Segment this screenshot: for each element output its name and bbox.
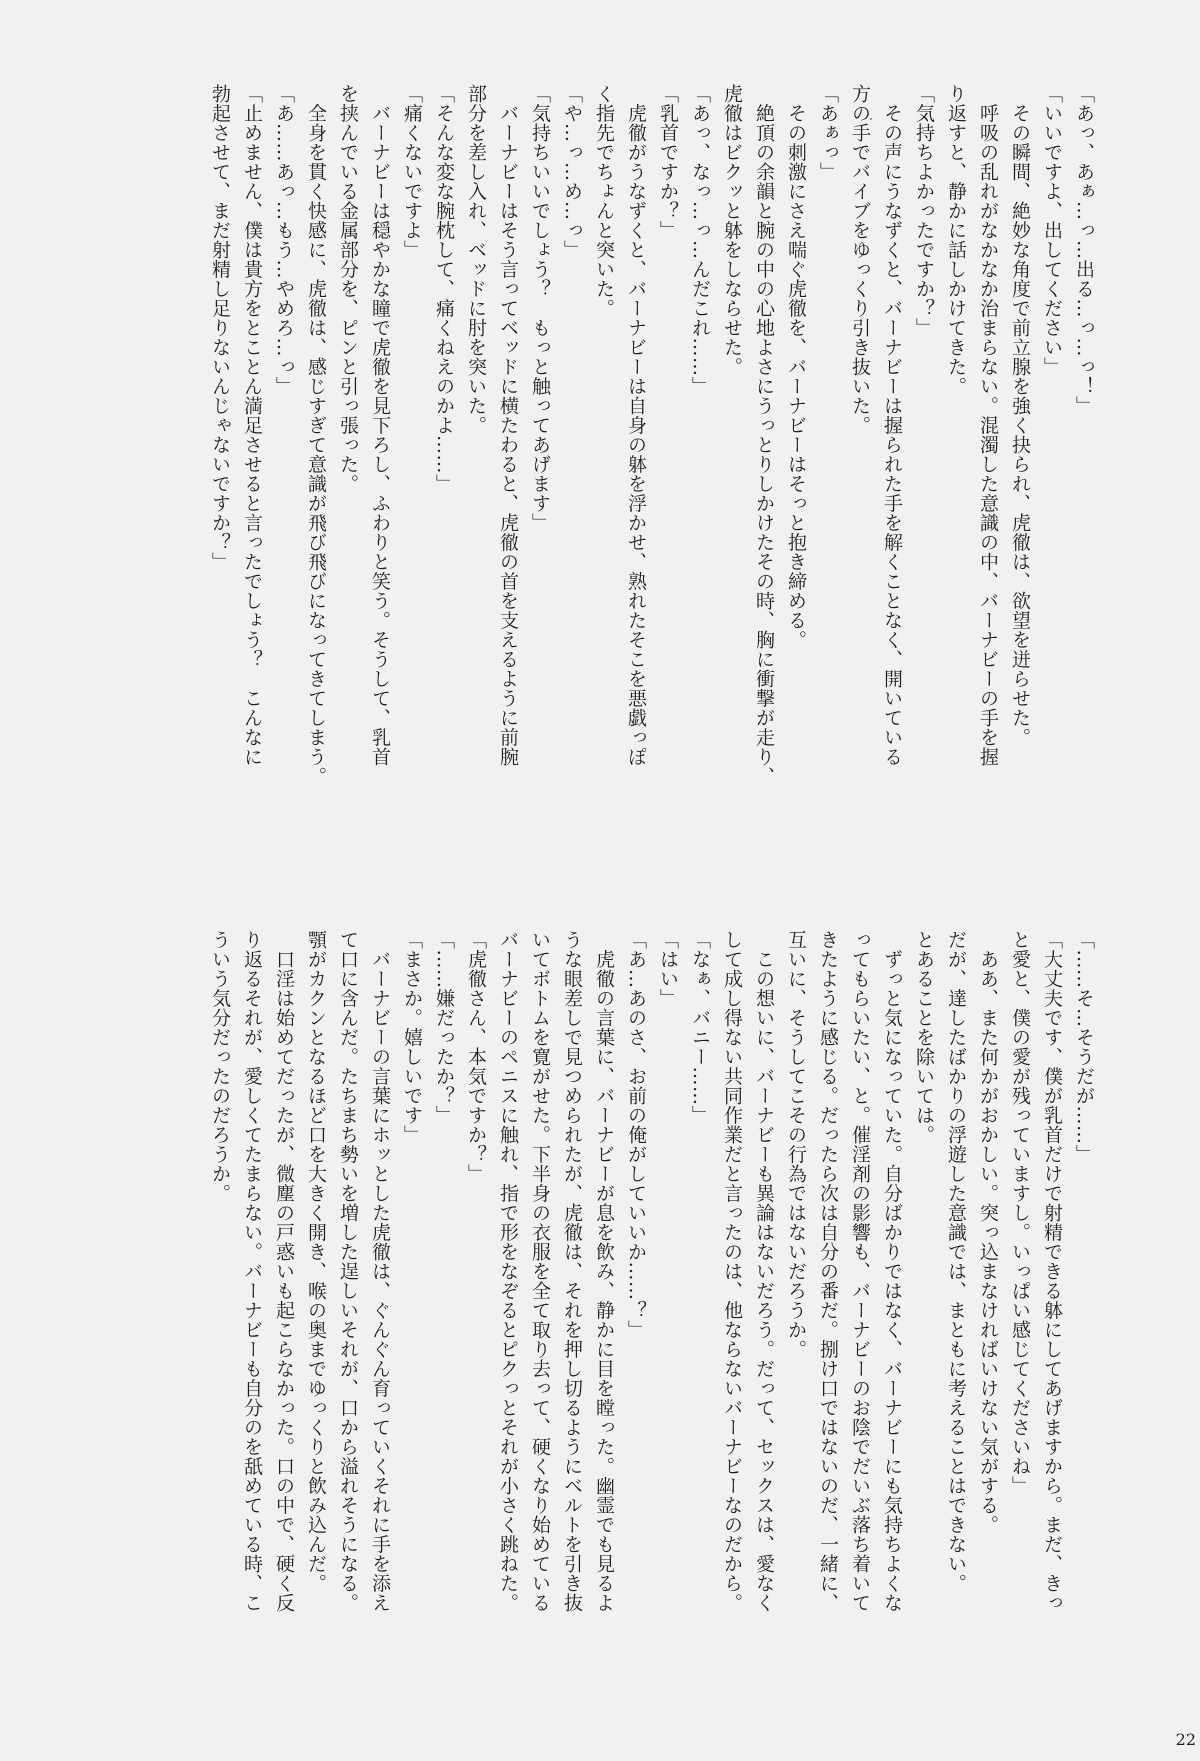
text-line: り返るそれが、愛しくてたまらない。バーナビーも自分のを舐めている時、こ (241, 930, 263, 1613)
text-line: 方の手でバイブをゆっくり引き抜いた。 (849, 84, 871, 435)
text-line: 呼吸の乱れがなかなか治まらない。混濁した意識の中、バーナビーの手を握 (977, 84, 999, 767)
text-line: 虎徹はビクッと躰をしならせた。 (721, 84, 743, 377)
text-line: バーナビーは穏やかな瞳で虎徹を見下ろし、ふわりと笑う。そうして、乳首 (369, 84, 391, 767)
text-line: バーナビーの言葉にホッとした虎徹は、ぐんぐん育っていくそれに手を添え (369, 930, 391, 1613)
top-text-block (204, 84, 1100, 804)
text-line: この想いに、バーナビーも異論はないだろう。だって、セックスは、愛なく (753, 930, 775, 1613)
text-line: バーナビーのペニスに触れ、指で形をなぞるとピクっとそれが小さく跳ねた。 (497, 930, 519, 1613)
text-line: 「あっ、あぁ…っ…出る…っ…っ！」 (1073, 84, 1095, 416)
text-line: て口に含んだ。たちまち勢いを増した逞しいそれが、口から溢れそうになる。 (337, 930, 359, 1613)
text-line: 「痛くないですよ」 (401, 84, 423, 260)
text-line: 虎徹がうなずくと、バーナビーは自身の躰を浮かせ、熟れたそこを悪戯っぽ (625, 84, 647, 767)
text-line: とあることを除いては。 (913, 930, 935, 1145)
text-line: 勃起させて、まだ射精し足りないんじゃないですか？」 (209, 84, 231, 572)
text-line: 口淫は始めてだったが、微塵の戸惑いも起こらなかった。口の中で、硬く反 (273, 930, 295, 1613)
text-line: 「止めません、僕は貴方をとことん満足させると言ったでしょう？ こんなに (241, 84, 263, 767)
text-line: 「……嫌だったか？」 (433, 930, 455, 1125)
text-line: 「あ……あっ…もう…やめろ…っ」 (273, 84, 295, 396)
text-line: して成し得ない共同作業だと言ったのは、他ならないバーナビーなのだから。 (721, 930, 743, 1613)
text-line: り返すと、静かに話しかけてきた。 (945, 84, 967, 396)
text-line: きたように感じる。だったら次は自分の番だ。捌け口ではないのだ、一緒に、 (817, 930, 839, 1613)
text-line: 顎がカクンとなるほど口を大きく開き、喉の奥までゆっくりと飲み込んだ。 (305, 930, 327, 1593)
text-line: 「や…っ…め…っ」 (561, 84, 583, 260)
text-line: その瞬間、絶妙な角度で前立腺を強く抉られ、虎徹は、欲望を迸らせた。 (1009, 84, 1031, 747)
text-line: 互いに、そうしてこその行為ではないだろうか。 (785, 930, 807, 1359)
text-line: く指先でちょんと突いた。 (593, 84, 615, 318)
text-line: 「乳首ですか？」 (657, 84, 679, 240)
text-line: その刺激にさえ喘ぐ虎徹を、バーナビーはそっと抱き締める。 (785, 84, 807, 650)
text-line: 「大丈夫です、僕が乳首だけで射精できる躰にしてあげますから。まだ、きっ (1041, 930, 1063, 1613)
text-line: 「まさか。嬉しいです」 (401, 930, 423, 1145)
text-line: 「あ…あのさ、お前の俺がしていいか……？」 (625, 930, 647, 1340)
text-line: 虎徹の言葉に、バーナビーが息を飲み、静かに目を瞠った。幽霊でも見るよ (593, 930, 615, 1613)
text-line: 「あっ、なっ…っ…んだこれ……」 (689, 84, 711, 396)
text-line: 「はい」 (657, 930, 679, 1008)
bottom-text-block (204, 930, 1100, 1650)
text-line: ういう気分だったのだろうか。 (209, 930, 231, 1203)
text-line: 「なぁ、バニー……」 (689, 930, 711, 1125)
text-line: 「あぁっ」 (817, 84, 839, 182)
text-line: 「気持ちよかったですか？」 (913, 84, 935, 338)
text-line: いてボトムを寛がせた。下半身の衣服を全て取り去って、硬くなり始めている (529, 930, 551, 1613)
text-line: うな眼差しで見つめられたが、虎徹は、それを押し切るようにベルトを引き抜 (561, 930, 583, 1613)
text-line: 部分を差し入れ、ベッドに肘を突いた。 (465, 84, 487, 435)
text-line: 「気持ちいいでしょう？ もっと触ってあげます」 (529, 84, 551, 533)
text-line: 「虎徹さん、本気ですか？」 (465, 930, 487, 1184)
text-line: 全身を貫く快感に、虎徹は、感じすぎて意識が飛び飛びになってきてしまう。 (305, 84, 327, 786)
text-line: ってもらいたい、と。催淫剤の影響も、バーナビーのお陰でだいぶ落ち着いて (849, 930, 871, 1613)
text-line: ずっと気になっていた。自分ばかりではなく、バーナビーにも気持ちよくな (881, 930, 903, 1613)
text-line: 絶頂の余韻と腕の中の心地よさにうっとりしかけたその時、胸に衝撃が走り、 (753, 84, 775, 786)
text-line: だが、達したばかりの浮遊した意識では、まともに考えることはできない。 (945, 930, 967, 1593)
text-line: を挟んでいる金属部分を、ピンと引っ張った。 (337, 84, 359, 494)
text-line: その声にうなずくと、バーナビーは握られた手を解くことなく、開いている (881, 84, 903, 767)
text-line: と愛と、僕の愛が残っていますし。いっぱい感じてくださいね」 (1009, 930, 1031, 1496)
text-line: 「……そ…そうだが……」 (1073, 930, 1095, 1164)
text-line: ああ、また何かがおかしい。突っ込まなければいけない気がする。 (977, 930, 999, 1535)
text-line: バーナビーはそう言ってベッドに横たわると、虎徹の首を支えるように前腕 (497, 84, 519, 767)
page-number: 22 (1175, 1730, 1196, 1749)
text-line: 「そんな変な腕枕して、痛くねえのかよ……」 (433, 84, 455, 494)
text-line: 「いいですよ、出してください」 (1041, 84, 1063, 377)
